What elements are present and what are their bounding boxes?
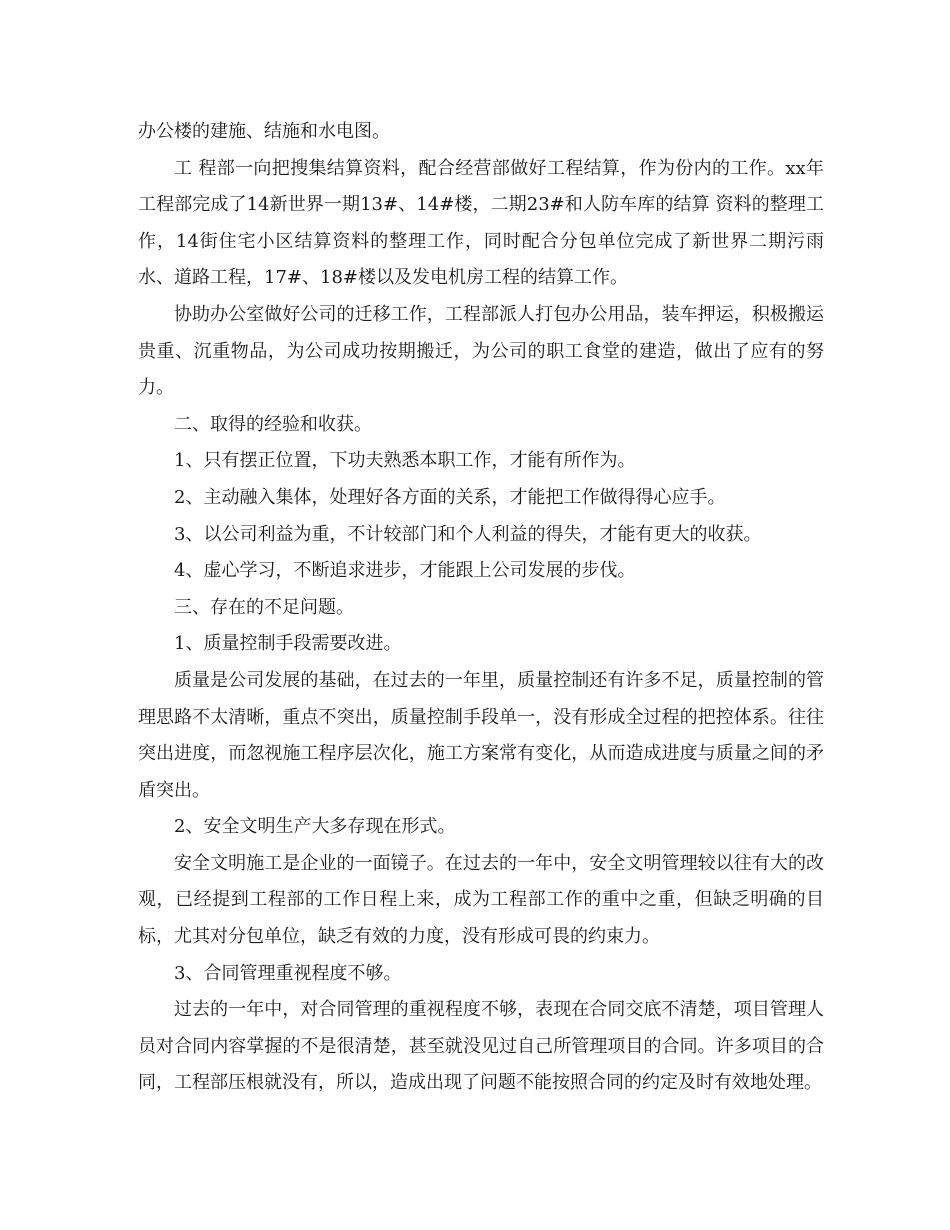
subheading-3-2: 2、安全文明生产大多存现在形式。 bbox=[174, 816, 456, 838]
list-item-2-4: 4、虚心学习，不断追求进步，才能跟上公司发展的步伐。 bbox=[174, 560, 636, 582]
paragraph-contract: 过去的一年中，对合同管理的重视程度不够，表现在合同交底不清楚，项目管理人员对合同内容掌握的不是很清楚，甚至就没见过自己所管理项目的合同。许多项目的合同，工程部压根就没有，所以，造成出现了问题不能按照合同的约定及时有效地处理。 bbox=[138, 999, 824, 1094]
paragraph-2: 工 程部一向把搜集结算资料，配合经营部做好工程结算，作为份内的工作。xx年工程部完成了14新世界一期13#、14#楼，二期23#和人防车库的结算 资料的整理工作，14街住宅小区结算资料的整理工作，同时配合分包单位完成了新世界二期污雨水、道路工程，17#、18#楼以及发电机房工程的结算工作。 bbox=[138, 157, 824, 289]
document-body bbox=[138, 114, 824, 1102]
paragraph-quality: 质量是公司发展的基础，在过去的一年里，质量控制还有许多不足，质量控制的管理思路不太清晰，重点不突出，质量控制手段单一，没有形成全过程的把控体系。往往突出进度，而忽视施工程序层次化，施工方案常有变化，从而造成进度与质量之间的矛盾突出。 bbox=[138, 669, 824, 801]
subheading-3-1: 1、质量控制手段需要改进。 bbox=[174, 633, 402, 655]
paragraph-1: 办公楼的建施、结施和水电图。 bbox=[138, 121, 390, 142]
subheading-3-3: 3、合同管理重视程度不够。 bbox=[174, 962, 402, 984]
list-item-2-2: 2、主动融入集体，处理好各方面的关系，才能把工作做得得心应手。 bbox=[174, 486, 726, 508]
list-item-2-1: 1、只有摆正位置，下功夫熟悉本职工作，才能有所作为。 bbox=[174, 450, 636, 472]
list-item-2-3: 3、以公司利益为重，不计较部门和个人利益的得失，才能有更大的收获。 bbox=[174, 523, 762, 545]
paragraph-3: 协助办公室做好公司的迁移工作，工程部派人打包办公用品，装车押运，积极搬运贵重、沉重物品，为公司成功按期搬迁，为公司的职工食堂的建造，做出了应有的努力。 bbox=[138, 303, 824, 399]
section-heading-3: 三、存在的不足问题。 bbox=[174, 596, 354, 618]
section-heading-2: 二、取得的经验和收获。 bbox=[174, 413, 372, 435]
paragraph-safety: 安全文明施工是企业的一面镜子。在过去的一年中，安全文明管理较以往有大的改观，已经提到工程部的工作日程上来，成为工程部工作的重中之重，但缺乏明确的目标，尤其对分包单位，缺乏有效的力度，没有形成可畏的约束力。 bbox=[138, 852, 824, 948]
